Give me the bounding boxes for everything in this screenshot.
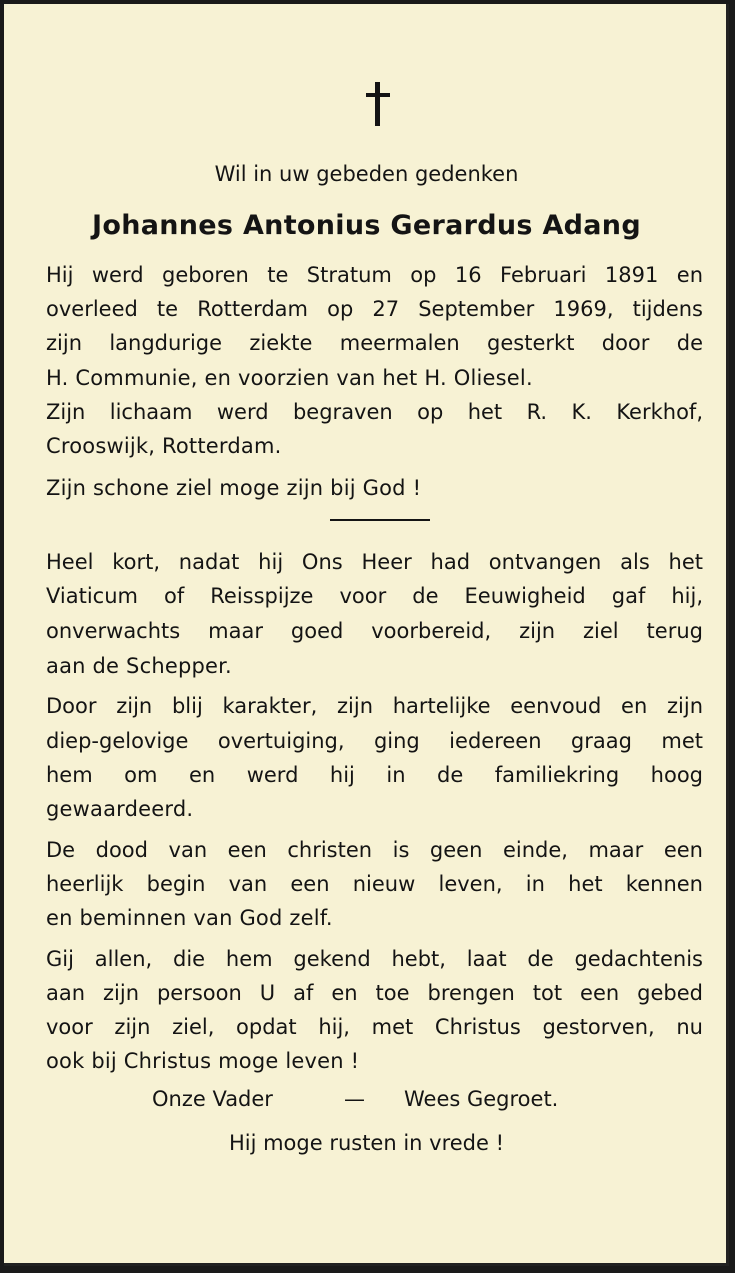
paragraph-line: ook bij Christus moge leven !	[46, 1049, 360, 1073]
deceased-name: Johannes Antonius Gerardus Adang	[92, 210, 641, 241]
intro-text: Wil in uw gebeden gedenken	[214, 162, 519, 186]
paragraph-line: aan de Schepper.	[46, 654, 232, 678]
paragraph-line: Heel kort, nadat hij Ons Heer had ontvangen als het	[46, 550, 703, 574]
paragraph-line: hem om en werd hij in de familiekring hoog	[46, 763, 703, 787]
closing-text: Hij moge rusten in vrede !	[228, 1131, 505, 1155]
paragraph-line: aan zijn persoon U af en toe brengen tot een gebed	[46, 981, 703, 1005]
bio-line: zijn langdurige ziekte meermalen gesterkt door de	[46, 331, 703, 355]
memorial-card	[4, 4, 729, 1266]
paragraph-line: onverwachts maar goed voorbereid, zijn ziel terug	[46, 619, 703, 643]
paragraph-line: heerlijk begin van een nieuw leven, in het kennen	[46, 872, 703, 896]
bio-line: overleed te Rotterdam op 27 September 1969, tijdens	[46, 297, 703, 321]
paragraph-line: Door zijn blij karakter, zijn hartelijke eenvoud en zijn	[46, 694, 703, 718]
paragraph-line: Viaticum of Reisspijze voor de Eeuwigheid gaf hij,	[46, 584, 703, 608]
paragraph-line: diep-gelovige overtuiging, ging iedereen graag met	[46, 729, 703, 753]
prayer-separator: —	[344, 1087, 365, 1111]
paragraph-line: Gij allen, die hem gekend hebt, laat de gedachtenis	[46, 947, 703, 971]
prayer-wees-gegroet: Wees Gegroet.	[404, 1087, 559, 1111]
bio-line: Zijn lichaam werd begraven op het R. K. Kerkhof,	[46, 400, 703, 424]
bio-line: H. Communie, en voorzien van het H. Oliesel.	[46, 366, 533, 390]
bio-closing: Zijn schone ziel moge zijn bij God !	[46, 476, 422, 500]
paragraph-line: voor zijn ziel, opdat hij, met Christus gestorven, nu	[46, 1015, 703, 1039]
paragraph-line: en beminnen van God zelf.	[46, 906, 333, 930]
bio-line: Hij werd geboren te Stratum op 16 Februari 1891 en	[46, 263, 703, 287]
prayer-onze-vader: Onze Vader	[152, 1087, 273, 1111]
paragraph-line: De dood van een christen is geen einde, maar een	[46, 838, 703, 862]
bio-line: Crooswijk, Rotterdam.	[46, 434, 282, 458]
cross-icon	[366, 82, 390, 126]
divider	[330, 519, 430, 521]
paragraph-line: gewaardeerd.	[46, 797, 194, 821]
